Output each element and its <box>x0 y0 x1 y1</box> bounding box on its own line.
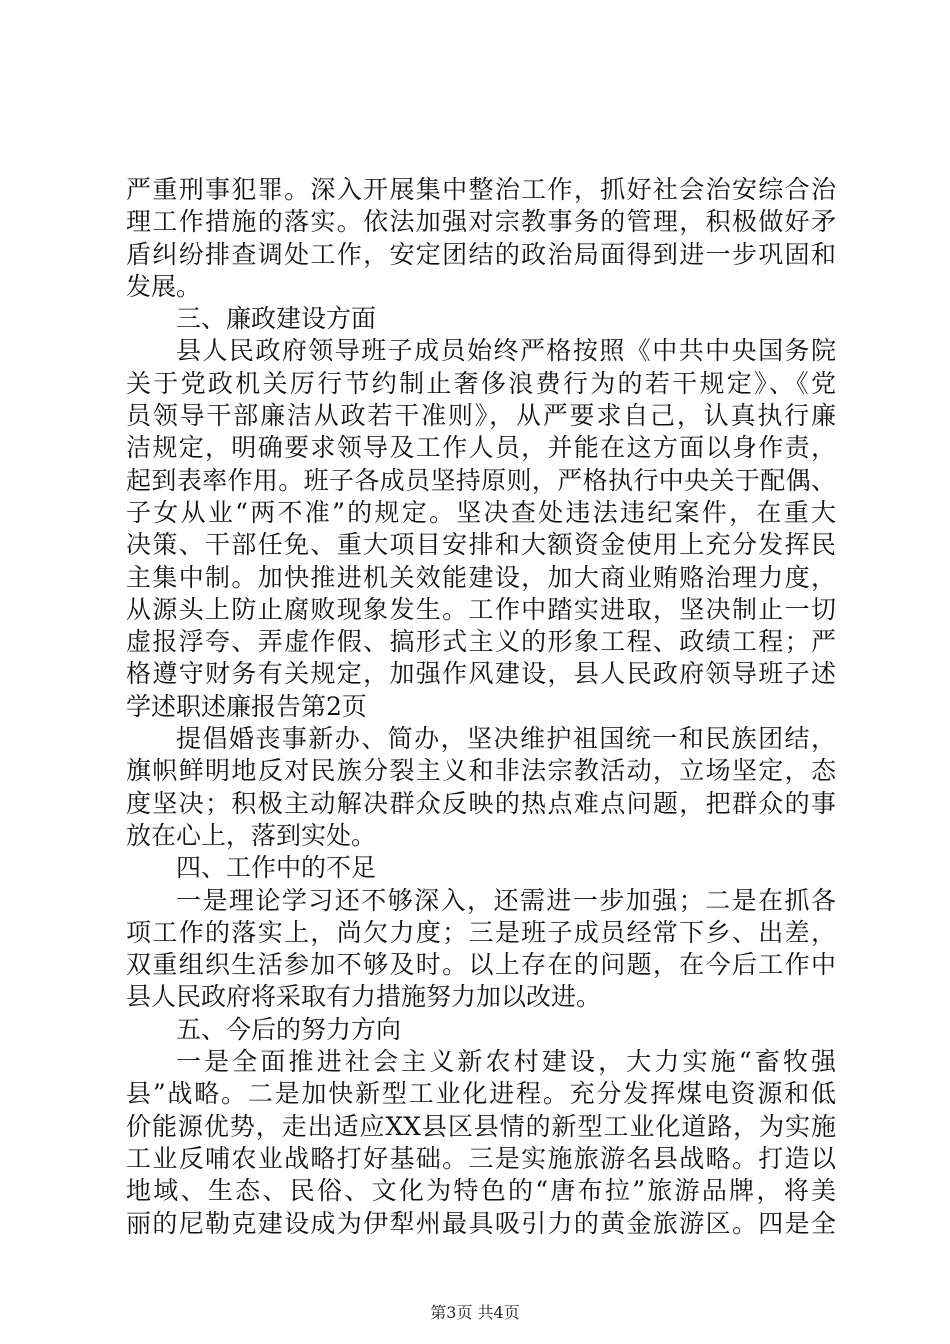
text-line: 工业反哺农业战略打好基础。三是实施旅游名县战略。打造以 <box>126 1143 836 1173</box>
text-line: 理工作措施的落实。依法加强对宗教事务的管理，积极做好矛 <box>126 207 836 237</box>
text-line: 关于党政机关厉行节约制止奢侈浪费行为的若干规定》、《党 <box>126 368 836 398</box>
text-line: 严重刑事犯罪。深入开展集中整治工作，抓好社会治安综合治 <box>126 175 836 204</box>
text-line: 一是理论学习还不够深入，还需进一步加强；二是在抓各 <box>176 885 836 915</box>
text-line: 县人民政府领导班子成员始终严格按照《中共中央国务院 <box>176 336 836 366</box>
text-line: 发展。 <box>126 271 202 301</box>
section-heading: 五、今后的努力方向 <box>176 1014 402 1044</box>
text-line: 地域、生态、民俗、文化为特色的“唐布拉”旅游品牌，将美 <box>126 1176 836 1206</box>
text-line: 放在心上，落到实处。 <box>126 820 377 850</box>
text-line: 决策、干部任免、重大项目安排和大额资金使用上充分发挥民 <box>126 530 836 560</box>
text-line: 洁规定，明确要求领导及工作人员，并能在这方面以身作责， <box>126 433 836 463</box>
text-line: 县人民政府将采取有力措施努力加以改进。 <box>126 982 602 1012</box>
section-heading: 三、廉政建设方面 <box>176 304 377 334</box>
text-line: 项工作的落实上，尚欠力度；三是班子成员经常下乡、出差， <box>126 917 836 947</box>
text-line: 县”战略。二是加快新型工业化进程。充分发挥煤电资源和低 <box>126 1079 836 1109</box>
document-body <box>126 174 836 1240</box>
text-line: 学述职述廉报告第2页 <box>126 691 367 721</box>
text-line: 虚报浮夸、弄虚作假、搞形式主义的形象工程、政绩工程；严 <box>126 627 836 657</box>
text-line: 一是全面推进社会主义新农村建设，大力实施“畜牧强 <box>176 1047 836 1077</box>
text-line: 双重组织生活参加不够及时。以上存在的问题，在今后工作中 <box>126 950 836 980</box>
section-heading: 四、工作中的不足 <box>176 853 377 883</box>
text-line: 旗帜鲜明地反对民族分裂主义和非法宗教活动，立场坚定，态 <box>126 756 836 786</box>
text-line: 起到表率作用。班子各成员坚持原则，严格执行中央关于配偶、 <box>126 465 836 495</box>
text-line: 主集中制。加快推进机关效能建设，加大商业贿赂治理力度， <box>126 562 836 592</box>
text-line: 格遵守财务有关规定，加强作风建设，县人民政府领导班子述 <box>126 659 836 689</box>
text-line: 丽的尼勒克建设成为伊犁州最具吸引力的黄金旅游区。四是全 <box>126 1208 836 1238</box>
text-line: 价能源优势，走出适应XX县区县情的新型工业化道路，为实施 <box>126 1111 836 1141</box>
text-line: 子女从业“两不准”的规定。坚决查处违法违纪案件，在重大 <box>126 497 836 527</box>
text-line: 盾纠纷排查调处工作，安定团结的政治局面得到进一步巩固和 <box>126 239 836 269</box>
page-footer: 第3页 共4页 <box>430 1303 520 1322</box>
text-line: 从源头上防止腐败现象发生。工作中踏实进取，坚决制止一切 <box>126 594 836 624</box>
text-line: 度坚决；积极主动解决群众反映的热点难点问题，把群众的事 <box>126 788 836 818</box>
text-line: 提倡婚丧事新办、简办，坚决维护祖国统一和民族团结， <box>176 724 836 754</box>
text-line: 员领导干部廉洁从政若干准则》，从严要求自己，认真执行廉 <box>126 401 836 431</box>
